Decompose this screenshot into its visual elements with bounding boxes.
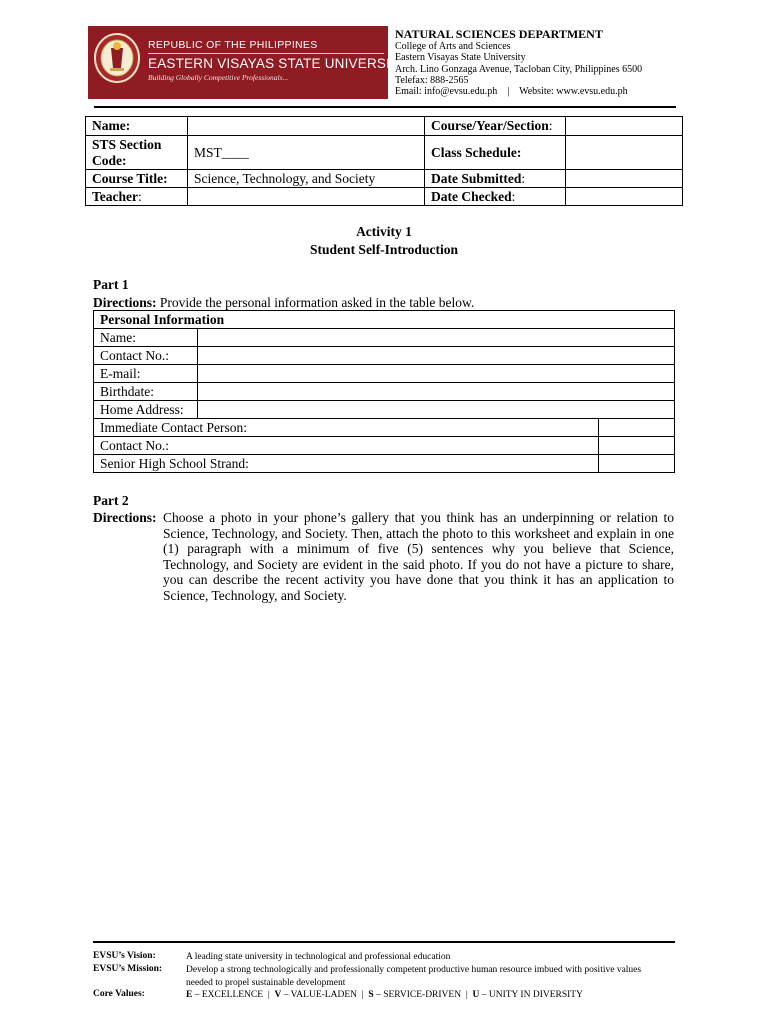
contact-input[interactable] (198, 347, 675, 365)
banner-republic-text: REPUBLIC OF THE PHILIPPINES (148, 39, 318, 51)
core-values-label: Core Values: (93, 989, 145, 999)
field-label: Senior High School Strand: (94, 455, 599, 473)
value-letter: V (274, 990, 282, 1000)
personal-info-table (93, 310, 675, 473)
submitted-field[interactable] (566, 170, 683, 188)
sts-field[interactable]: MST____ (188, 136, 425, 170)
course-colon: : (548, 118, 553, 133)
department-telefax: Telefax: 888-2565 (395, 75, 469, 86)
mission-text: Develop a strong technologically and professionally competent productive human resource imbued with positive values needed to propel sustainable development (186, 965, 642, 988)
name-field[interactable] (188, 117, 425, 136)
part1-heading: Part 1 (93, 277, 129, 292)
birthdate-input[interactable] (198, 383, 675, 401)
part1-directions (93, 295, 474, 311)
part2-directions-label: Directions: (93, 510, 157, 525)
value-separator: | (263, 990, 275, 1000)
department-name: NATURAL SCIENCES DEPARTMENT (395, 27, 603, 41)
banner-divider (148, 53, 384, 54)
contact-person-input[interactable] (599, 419, 675, 437)
student-info-table (85, 116, 683, 206)
part1-directions-label: Directions: (93, 295, 157, 310)
email-input[interactable] (198, 365, 675, 383)
university-seal-icon (93, 32, 141, 84)
personal-info-header: Personal Information (94, 311, 675, 329)
part2-heading: Part 2 (93, 493, 129, 508)
teacher-label-cell (86, 188, 188, 206)
checked-label-cell (425, 188, 566, 206)
value-text: – SERVICE-DRIVEN (373, 990, 462, 1000)
course-field[interactable] (566, 117, 683, 136)
submitted-label: Date Submitted (431, 170, 522, 186)
field-label: Contact No.: (94, 347, 198, 365)
value-separator: | (357, 990, 369, 1000)
teacher-label: Teacher (92, 188, 138, 204)
checked-colon: : (511, 188, 516, 204)
field-label: Immediate Contact Person: (94, 419, 599, 437)
value-text: – VALUE-LADEN (281, 990, 357, 1000)
department-contact: Email: info@evsu.edu.ph | Website: www.evsu.edu.ph (395, 86, 628, 97)
field-label: Name: (94, 329, 198, 347)
value-separator: | (461, 990, 473, 1000)
vision-text: A leading state university in technological and professional education (186, 952, 451, 962)
field-label: Contact No.: (94, 437, 599, 455)
vision-label: EVSU’s Vision: (93, 951, 156, 961)
banner-university-name: EASTERN VISAYAS STATE UNIVERSITY (148, 56, 408, 71)
part2-directions-text: Choose a photo in your phone’s gallery that you think has an underpinning or relation to Science, Technology, and Society. Then, attach the photo to this worksheet and explain in one (1) paragraph with a minimum of five (5) sentences why you believe that Science, Technology, and Society are evident in the said photo. If you do not have a picture to share, you can describe the recent activity you have done that you think it has an application to Science, Technology, and Society. (163, 510, 674, 603)
field-label: E-mail: (94, 365, 198, 383)
name-label: Name: (86, 117, 188, 136)
mission-label: EVSU’s Mission: (93, 964, 163, 974)
banner-tagline: Building Globally Competitive Professionals... (148, 73, 289, 82)
footer-divider (93, 941, 675, 943)
teacher-colon: : (138, 188, 142, 204)
course-label-cell (425, 117, 566, 136)
sts-label: STS Section Code: (86, 136, 188, 170)
submitted-label-cell (425, 170, 566, 188)
course-title-label: Course Title: (86, 170, 188, 188)
field-label: Birthdate: (94, 383, 198, 401)
checked-field[interactable] (566, 188, 683, 206)
schedule-field[interactable] (566, 136, 683, 170)
core-values (186, 989, 666, 1002)
schedule-label: Class Schedule: (425, 136, 566, 170)
shs-strand-input[interactable] (599, 455, 675, 473)
checked-label: Date Checked (431, 188, 512, 204)
activity-subtitle: Student Self-Introduction (310, 242, 458, 257)
home-address-input[interactable] (198, 401, 675, 419)
value-letter: U (472, 990, 480, 1000)
submitted-colon: : (521, 170, 526, 186)
name-input[interactable] (198, 329, 675, 347)
contact-person-number-input[interactable] (599, 437, 675, 455)
course-title-field[interactable]: Science, Technology, and Society (188, 170, 425, 188)
part1-directions-text: Provide the personal information asked in the table below. (156, 295, 475, 310)
course-label: Course/Year/Section (431, 118, 549, 133)
value-letter: E (186, 990, 193, 1000)
value-text: – EXCELLENCE (192, 990, 264, 1000)
activity-title: Activity 1 (356, 224, 412, 239)
teacher-field[interactable] (188, 188, 425, 206)
university-name: Eastern Visayas State University (395, 52, 526, 63)
field-label: Home Address: (94, 401, 198, 419)
header-divider (94, 106, 676, 108)
college-name: College of Arts and Sciences (395, 41, 511, 52)
department-address: Arch. Lino Gonzaga Avenue, Tacloban City, Philippines 6500 (395, 64, 643, 75)
value-text: – UNITY IN DIVERSITY (479, 990, 583, 1000)
value-letter: S (368, 990, 374, 1000)
